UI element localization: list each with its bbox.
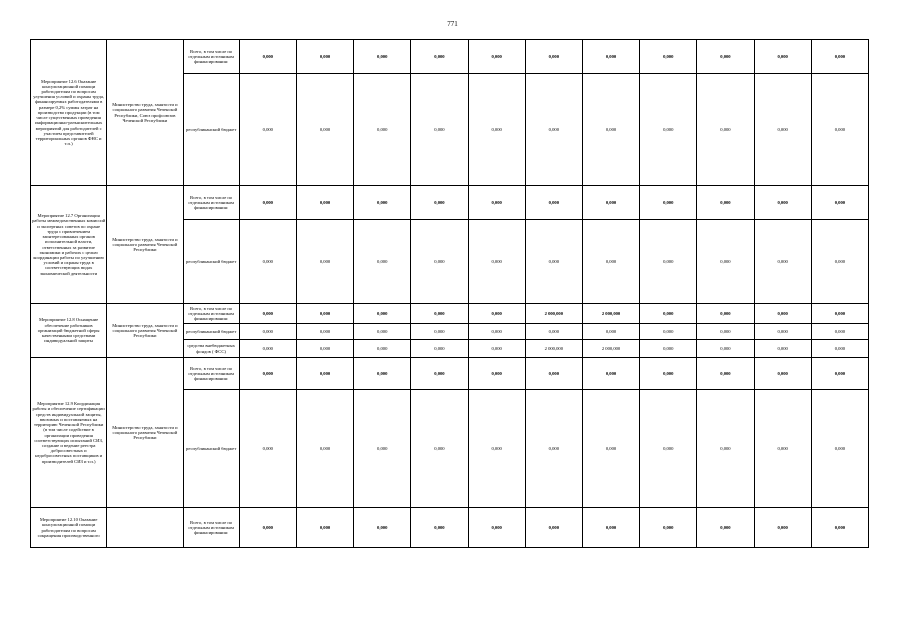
amount-cell: 0,000 <box>411 358 468 390</box>
table-row <box>31 40 869 74</box>
amount-cell: 0,000 <box>411 74 468 186</box>
funding-source-cell: средства внебюджетных фондов ( ФСС) <box>183 340 239 358</box>
amount-cell: 0,000 <box>354 74 411 186</box>
executor-cell: Министерство труда, занятости и социального развития Чеченской Республики <box>107 186 183 304</box>
amount-cell: 0,000 <box>239 186 296 220</box>
amount-cell: 0,000 <box>640 40 697 74</box>
amount-cell: 0,000 <box>640 508 697 548</box>
funding-source-cell: республиканский бюджет <box>183 74 239 186</box>
amount-cell: 0,000 <box>525 390 582 508</box>
amount-cell: 2 000,000 <box>582 304 639 324</box>
amount-cell: 0,000 <box>525 40 582 74</box>
amount-cell: 0,000 <box>411 324 468 340</box>
amount-cell: 0,000 <box>811 186 868 220</box>
amount-cell: 0,000 <box>697 340 754 358</box>
amount-cell: 0,000 <box>239 508 296 548</box>
amount-cell: 0,000 <box>468 304 525 324</box>
amount-cell: 0,000 <box>239 74 296 186</box>
budget-table <box>30 39 869 548</box>
amount-cell: 2 000,000 <box>582 340 639 358</box>
funding-source-cell: Всего, в том числе по отдельным источникам финансирования: <box>183 40 239 74</box>
amount-cell: 0,000 <box>811 358 868 390</box>
amount-cell: 0,000 <box>754 340 811 358</box>
amount-cell: 0,000 <box>239 220 296 304</box>
amount-cell: 0,000 <box>754 40 811 74</box>
amount-cell: 0,000 <box>296 340 353 358</box>
funding-source-cell: Всего, в том числе по отдельным источникам финансирования: <box>183 508 239 548</box>
amount-cell: 0,000 <box>296 40 353 74</box>
amount-cell: 0,000 <box>640 74 697 186</box>
amount-cell: 0,000 <box>354 358 411 390</box>
amount-cell: 0,000 <box>525 186 582 220</box>
amount-cell: 0,000 <box>354 324 411 340</box>
funding-source-cell: Всего, в том числе по отдельным источникам финансирования: <box>183 304 239 324</box>
amount-cell: 0,000 <box>754 220 811 304</box>
executor-cell <box>107 508 183 548</box>
amount-cell: 0,000 <box>525 220 582 304</box>
activity-cell: Мероприятие 12.7 Организация работы межведомственных комиссий и экспертных советов по охране труда с привлечением заинтересованных органов исполнительной власти, ответственных за развитие экономики и рабочих с целью координации работы по улучшению условий и охраны труда в соответствующих видах экономической деятельности <box>31 186 107 304</box>
amount-cell: 0,000 <box>239 390 296 508</box>
amount-cell: 0,000 <box>525 324 582 340</box>
amount-cell: 0,000 <box>296 390 353 508</box>
amount-cell: 0,000 <box>239 40 296 74</box>
amount-cell: 0,000 <box>525 358 582 390</box>
amount-cell: 0,000 <box>468 186 525 220</box>
amount-cell: 0,000 <box>754 324 811 340</box>
funding-source-cell: республиканский бюджет <box>183 220 239 304</box>
amount-cell: 2 000,000 <box>525 304 582 324</box>
amount-cell: 0,000 <box>811 390 868 508</box>
amount-cell: 0,000 <box>411 340 468 358</box>
amount-cell: 0,000 <box>411 508 468 548</box>
amount-cell: 0,000 <box>811 324 868 340</box>
amount-cell: 0,000 <box>411 186 468 220</box>
amount-cell: 0,000 <box>697 390 754 508</box>
amount-cell: 0,000 <box>354 508 411 548</box>
amount-cell: 0,000 <box>468 324 525 340</box>
amount-cell: 0,000 <box>754 390 811 508</box>
executor-cell: Министерство труда, занятости и социального развития Чеченской Республики <box>107 358 183 508</box>
activity-cell: Мероприятие 12.6 Оказание консультационной помощи работодателям по вопросам улучшения условий и охраны труда, финансируемых работодателями в размере 0,2% суммы затрат на производство продукции (в том числе существенных проведения информационно-разъяснительных мероприятий для работодателей с участием представителей территориальных органов ФНС и т.п.) <box>31 40 107 186</box>
amount-cell: 0,000 <box>582 324 639 340</box>
amount-cell: 0,000 <box>754 304 811 324</box>
amount-cell: 0,000 <box>411 220 468 304</box>
executor-cell: Министерство труда, занятости и социального развития Чеченской Республики, Союз профсоюзов Чеченской Республики <box>107 40 183 186</box>
amount-cell: 0,000 <box>640 390 697 508</box>
executor-cell: Министерство труда, занятости и социального развития Чеченской Республики <box>107 304 183 358</box>
amount-cell: 0,000 <box>811 304 868 324</box>
amount-cell: 0,000 <box>296 304 353 324</box>
amount-cell: 0,000 <box>811 220 868 304</box>
amount-cell: 0,000 <box>697 40 754 74</box>
amount-cell: 0,000 <box>468 40 525 74</box>
amount-cell: 0,000 <box>296 74 353 186</box>
activity-cell: Мероприятие 12.10 Оказание консультационной помощи работодателям по вопросам сокращения производственного <box>31 508 107 548</box>
amount-cell: 0,000 <box>411 40 468 74</box>
amount-cell: 0,000 <box>582 508 639 548</box>
amount-cell: 0,000 <box>296 186 353 220</box>
amount-cell: 0,000 <box>354 390 411 508</box>
amount-cell: 0,000 <box>640 324 697 340</box>
table-row <box>31 508 869 548</box>
amount-cell: 0,000 <box>582 74 639 186</box>
funding-source-cell: республиканский бюджет <box>183 324 239 340</box>
amount-cell: 0,000 <box>697 508 754 548</box>
table-row <box>31 358 869 390</box>
amount-cell: 0,000 <box>239 340 296 358</box>
amount-cell: 0,000 <box>582 186 639 220</box>
amount-cell: 0,000 <box>468 508 525 548</box>
table-row <box>31 186 869 220</box>
amount-cell: 0,000 <box>811 40 868 74</box>
amount-cell: 0,000 <box>468 220 525 304</box>
amount-cell: 0,000 <box>468 74 525 186</box>
amount-cell: 0,000 <box>754 186 811 220</box>
funding-source-cell: Всего, в том числе по отдельным источникам финансирования: <box>183 358 239 390</box>
amount-cell: 0,000 <box>754 508 811 548</box>
amount-cell: 0,000 <box>296 324 353 340</box>
amount-cell: 0,000 <box>239 358 296 390</box>
amount-cell: 0,000 <box>296 508 353 548</box>
amount-cell: 0,000 <box>468 390 525 508</box>
amount-cell: 0,000 <box>354 340 411 358</box>
amount-cell: 0,000 <box>411 304 468 324</box>
table-row <box>31 304 869 324</box>
amount-cell: 0,000 <box>640 186 697 220</box>
amount-cell: 0,000 <box>354 40 411 74</box>
amount-cell: 2 000,000 <box>525 340 582 358</box>
amount-cell: 0,000 <box>697 220 754 304</box>
amount-cell: 0,000 <box>468 340 525 358</box>
funding-source-cell: Всего, в том числе по отдельным источникам финансирования: <box>183 186 239 220</box>
amount-cell: 0,000 <box>811 508 868 548</box>
funding-source-cell: республиканский бюджет <box>183 390 239 508</box>
amount-cell: 0,000 <box>582 358 639 390</box>
amount-cell: 0,000 <box>296 358 353 390</box>
amount-cell: 0,000 <box>525 508 582 548</box>
amount-cell: 0,000 <box>697 324 754 340</box>
amount-cell: 0,000 <box>411 390 468 508</box>
amount-cell: 0,000 <box>754 358 811 390</box>
amount-cell: 0,000 <box>525 74 582 186</box>
amount-cell: 0,000 <box>296 220 353 304</box>
amount-cell: 0,000 <box>582 220 639 304</box>
amount-cell: 0,000 <box>239 324 296 340</box>
amount-cell: 0,000 <box>697 74 754 186</box>
activity-cell: Мероприятие 12.8 Оснащение обеспечение работников организаций бюджетной сферы качественными средствами индивидуальной защиты <box>31 304 107 358</box>
amount-cell: 0,000 <box>354 186 411 220</box>
amount-cell: 0,000 <box>354 304 411 324</box>
amount-cell: 0,000 <box>640 220 697 304</box>
amount-cell: 0,000 <box>640 304 697 324</box>
activity-cell: Мероприятие 12.9 Координация работы и обеспечение сертификации средств индивидуальной защиты, ввозимых и поставляемых на территорию Чеченской Республики (в том числе содействие в организации проведения соответствующих испытаний СИЗ, создание и ведение реестра добросовестных и недобросовестных поставщиков и производителей СИЗ и т.п.) <box>31 358 107 508</box>
amount-cell: 0,000 <box>239 304 296 324</box>
amount-cell: 0,000 <box>354 220 411 304</box>
page-number: 771 <box>447 20 458 28</box>
amount-cell: 0,000 <box>582 40 639 74</box>
amount-cell: 0,000 <box>811 74 868 186</box>
amount-cell: 0,000 <box>468 358 525 390</box>
amount-cell: 0,000 <box>640 358 697 390</box>
amount-cell: 0,000 <box>697 304 754 324</box>
amount-cell: 0,000 <box>582 390 639 508</box>
amount-cell: 0,000 <box>811 340 868 358</box>
amount-cell: 0,000 <box>697 358 754 390</box>
amount-cell: 0,000 <box>754 74 811 186</box>
amount-cell: 0,000 <box>697 186 754 220</box>
amount-cell: 0,000 <box>640 340 697 358</box>
